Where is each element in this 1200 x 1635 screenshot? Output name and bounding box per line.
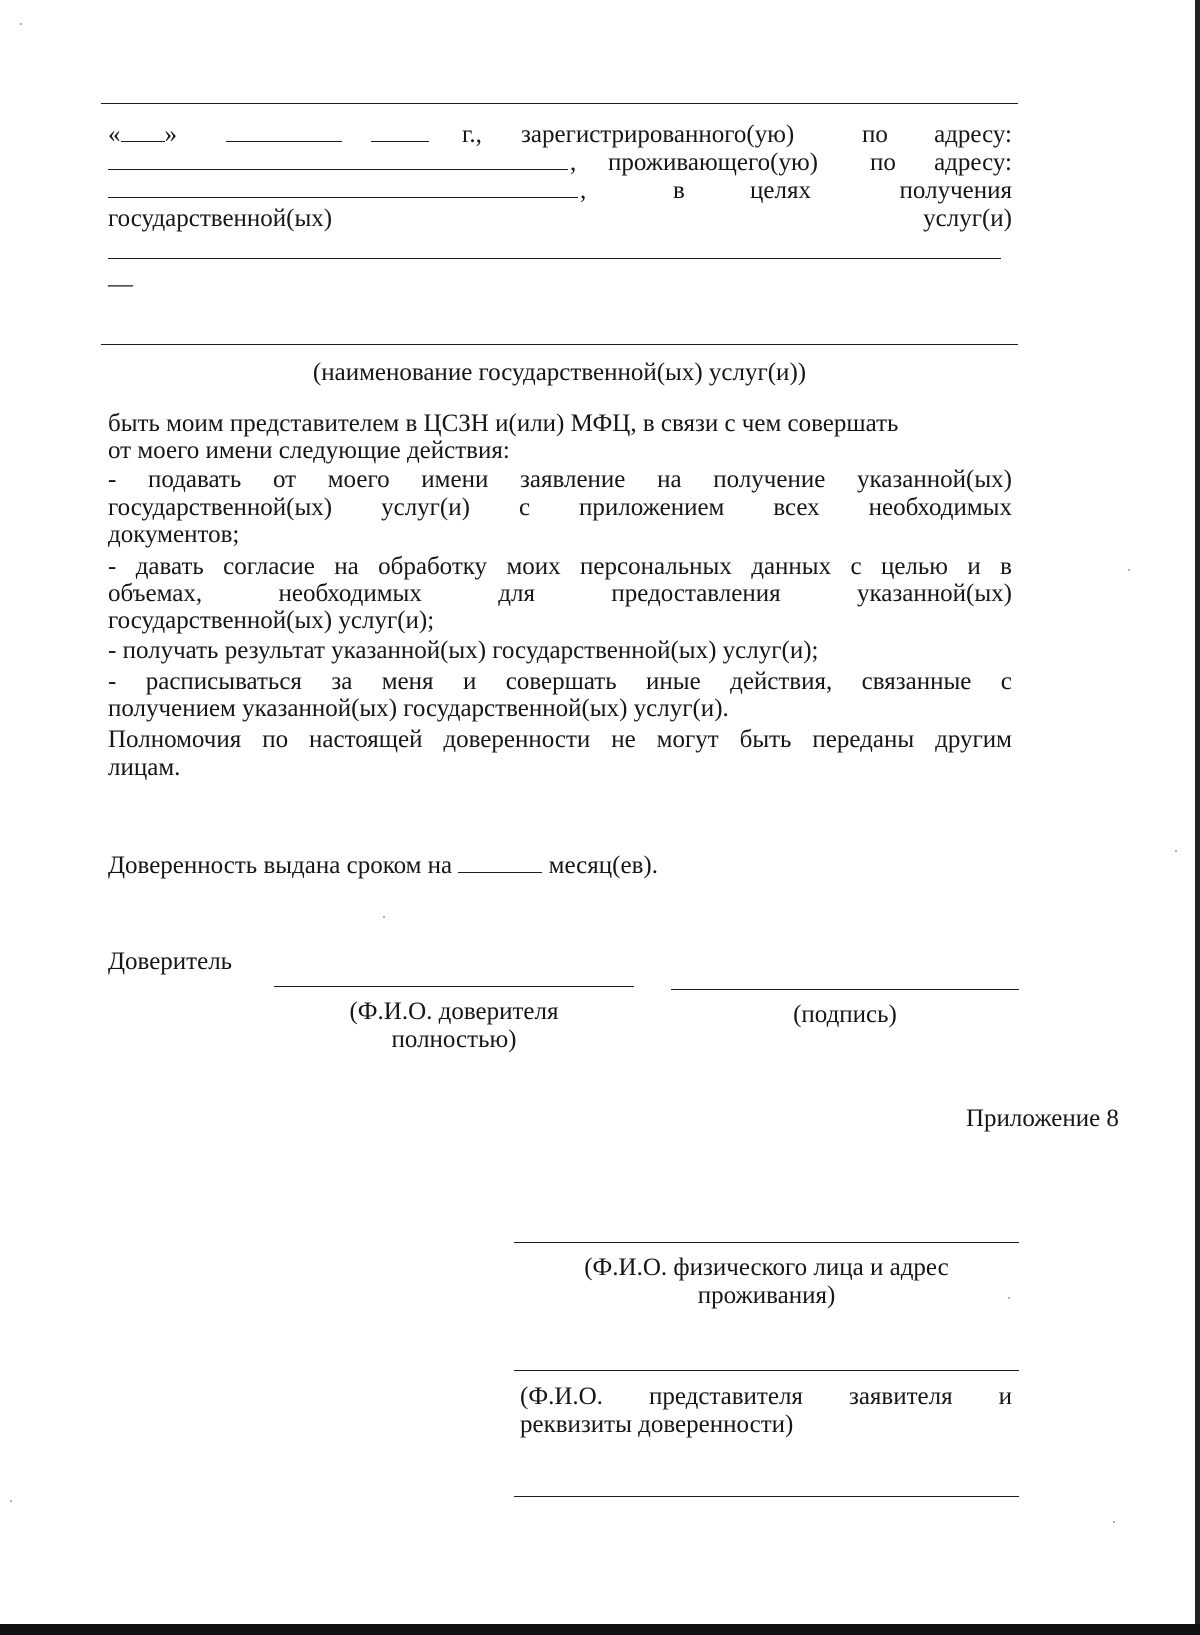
word: с bbox=[518, 494, 531, 521]
term-line bbox=[108, 852, 658, 879]
word: согласие bbox=[223, 553, 315, 580]
body-line-13: лицам. bbox=[108, 754, 181, 781]
service-name-line-1[interactable] bbox=[108, 258, 1001, 259]
word: данных bbox=[751, 553, 832, 580]
word: Полномочия bbox=[108, 726, 242, 753]
registered-label: зарегистрированного(ую) bbox=[521, 121, 795, 148]
person-caption bbox=[514, 1254, 1019, 1310]
word: и bbox=[462, 668, 477, 695]
services-line bbox=[108, 205, 1012, 232]
word: - bbox=[108, 466, 117, 493]
word: обработку bbox=[378, 553, 488, 580]
term-before: Доверенность выдана сроком на bbox=[108, 852, 453, 879]
open-quote: « bbox=[108, 121, 121, 148]
word: объемах, bbox=[108, 580, 203, 607]
person-line[interactable] bbox=[514, 1242, 1019, 1243]
top-rule bbox=[101, 103, 1018, 104]
word: быть bbox=[739, 726, 792, 753]
word: целью bbox=[880, 553, 948, 580]
date-line bbox=[108, 121, 1012, 148]
scan-edge-right bbox=[1195, 0, 1200, 1635]
word: настоящей bbox=[309, 726, 423, 753]
uslug-word: услуг(и) bbox=[923, 205, 1012, 232]
address-label: адресу: bbox=[934, 121, 1012, 148]
word: персональных bbox=[580, 553, 732, 580]
body-line-3 bbox=[108, 466, 1012, 493]
body-line-8: государственной(ых) услуг(и); bbox=[108, 607, 435, 634]
word: заявителя bbox=[848, 1383, 953, 1410]
word: (Ф.И.О. bbox=[520, 1383, 603, 1410]
word: расписываться bbox=[145, 668, 302, 695]
address-label: адресу: bbox=[934, 149, 1012, 176]
word: связанные bbox=[861, 668, 972, 695]
stray-dash: — bbox=[108, 271, 133, 298]
scan-speck bbox=[10, 1500, 12, 1502]
word: подавать bbox=[148, 466, 242, 493]
word: по bbox=[262, 726, 289, 753]
word: от bbox=[272, 466, 297, 493]
word: необходимых bbox=[278, 580, 422, 607]
word: не bbox=[611, 726, 636, 753]
body-line-10 bbox=[108, 668, 1012, 695]
word: другим bbox=[935, 726, 1012, 753]
word: в bbox=[1000, 553, 1012, 580]
representative-caption-line-1 bbox=[520, 1383, 1012, 1410]
principal-signature-line[interactable] bbox=[671, 989, 1019, 990]
body-line-11: получением указанной(ых) государственной(ых) услуг(и). bbox=[108, 695, 729, 722]
word: давать bbox=[135, 553, 204, 580]
body-line-6 bbox=[108, 553, 1012, 580]
caption-line: (Ф.И.О. физического лица и адрес bbox=[584, 1254, 949, 1281]
word: указанной(ых) bbox=[857, 580, 1012, 607]
scan-speck bbox=[20, 23, 22, 25]
caption-line: полностью) bbox=[391, 1026, 517, 1053]
word: имени bbox=[421, 466, 489, 493]
day-field[interactable] bbox=[121, 121, 165, 142]
word: и bbox=[967, 553, 981, 580]
word: могут bbox=[656, 726, 719, 753]
scan-speck bbox=[1175, 850, 1177, 852]
word: иные bbox=[646, 668, 701, 695]
representative-line[interactable] bbox=[514, 1370, 1019, 1371]
word: заявление bbox=[520, 466, 626, 493]
term-after: месяц(ев). bbox=[548, 852, 658, 879]
service-caption: (наименование государственной(ых) услуг(и)) bbox=[312, 359, 807, 386]
word: моих bbox=[506, 553, 561, 580]
word: меня bbox=[381, 668, 434, 695]
word: - bbox=[108, 553, 117, 580]
registered-address-field[interactable] bbox=[108, 149, 568, 170]
body-line-12 bbox=[108, 726, 1012, 753]
principal-fio-caption bbox=[274, 998, 634, 1054]
word: совершать bbox=[505, 668, 617, 695]
word: государственной(ых) bbox=[108, 494, 333, 521]
po-label: по bbox=[870, 149, 896, 176]
months-field[interactable] bbox=[458, 852, 542, 873]
scan-speck bbox=[1113, 1521, 1115, 1523]
residing-label: проживающего(ую) bbox=[608, 149, 818, 176]
word: приложением bbox=[579, 494, 725, 521]
principal-fio-line[interactable] bbox=[274, 986, 634, 987]
close-quote: » bbox=[164, 121, 177, 148]
word: переданы bbox=[812, 726, 915, 753]
year-field[interactable] bbox=[371, 121, 429, 142]
word: и bbox=[998, 1383, 1012, 1410]
word: доверенности bbox=[443, 726, 591, 753]
scan-speck bbox=[1128, 569, 1130, 571]
representative-caption-line-2: реквизиты доверенности) bbox=[520, 1411, 794, 1438]
tselyah-word: целях bbox=[750, 177, 811, 204]
word: услуг(и) bbox=[381, 494, 470, 521]
po-label: по bbox=[862, 121, 888, 148]
word: необходимых bbox=[868, 494, 1012, 521]
polucheniya-word: получения bbox=[899, 177, 1012, 204]
word: - bbox=[108, 668, 117, 695]
word: предоставления bbox=[611, 580, 781, 607]
body-line-2: от моего имени следующие действия: bbox=[108, 437, 510, 464]
bottom-fill-line[interactable] bbox=[514, 1496, 1019, 1497]
word: с bbox=[1000, 668, 1012, 695]
v-word: в bbox=[673, 177, 685, 204]
word: всех bbox=[773, 494, 820, 521]
gos-word: государственной(ых) bbox=[108, 205, 333, 232]
principal-signature-caption: (подпись) bbox=[793, 1001, 897, 1028]
word: на bbox=[334, 553, 359, 580]
residence-address-field[interactable] bbox=[108, 177, 578, 198]
word: представителя bbox=[648, 1383, 803, 1410]
word: на bbox=[657, 466, 682, 493]
body-line-4 bbox=[108, 494, 1012, 521]
body-line-7 bbox=[108, 580, 1012, 607]
year-suffix: г., bbox=[462, 121, 482, 148]
residence-line bbox=[108, 149, 1012, 176]
scan-edge-bottom bbox=[0, 1624, 1200, 1635]
body-line-9: - получать результат указанной(ых) государственной(ых) услуг(и); bbox=[108, 637, 819, 664]
body-line-5: документов; bbox=[108, 521, 240, 548]
word: с bbox=[850, 553, 862, 580]
word: за bbox=[331, 668, 353, 695]
body-line-1: быть моим представителем в ЦСЗН и(или) МФЦ, в связи с чем совершать bbox=[108, 410, 899, 437]
word: указанной(ых) bbox=[857, 466, 1012, 493]
scan-speck bbox=[1008, 1297, 1010, 1299]
service-name-line-2[interactable] bbox=[101, 344, 1018, 345]
month-field[interactable] bbox=[226, 121, 342, 142]
word: для bbox=[498, 580, 535, 607]
comma: , bbox=[580, 177, 587, 204]
comma: , bbox=[570, 149, 577, 176]
purpose-line bbox=[108, 177, 1012, 204]
principal-label: Доверитель bbox=[108, 948, 233, 975]
caption-line: (Ф.И.О. доверителя bbox=[349, 998, 559, 1025]
word: получение bbox=[713, 466, 826, 493]
word: моего bbox=[327, 466, 390, 493]
caption-line: проживания) bbox=[697, 1282, 836, 1309]
scan-speck bbox=[383, 916, 385, 918]
word: действия, bbox=[730, 668, 833, 695]
appendix-label: Приложение 8 bbox=[966, 1105, 1119, 1132]
